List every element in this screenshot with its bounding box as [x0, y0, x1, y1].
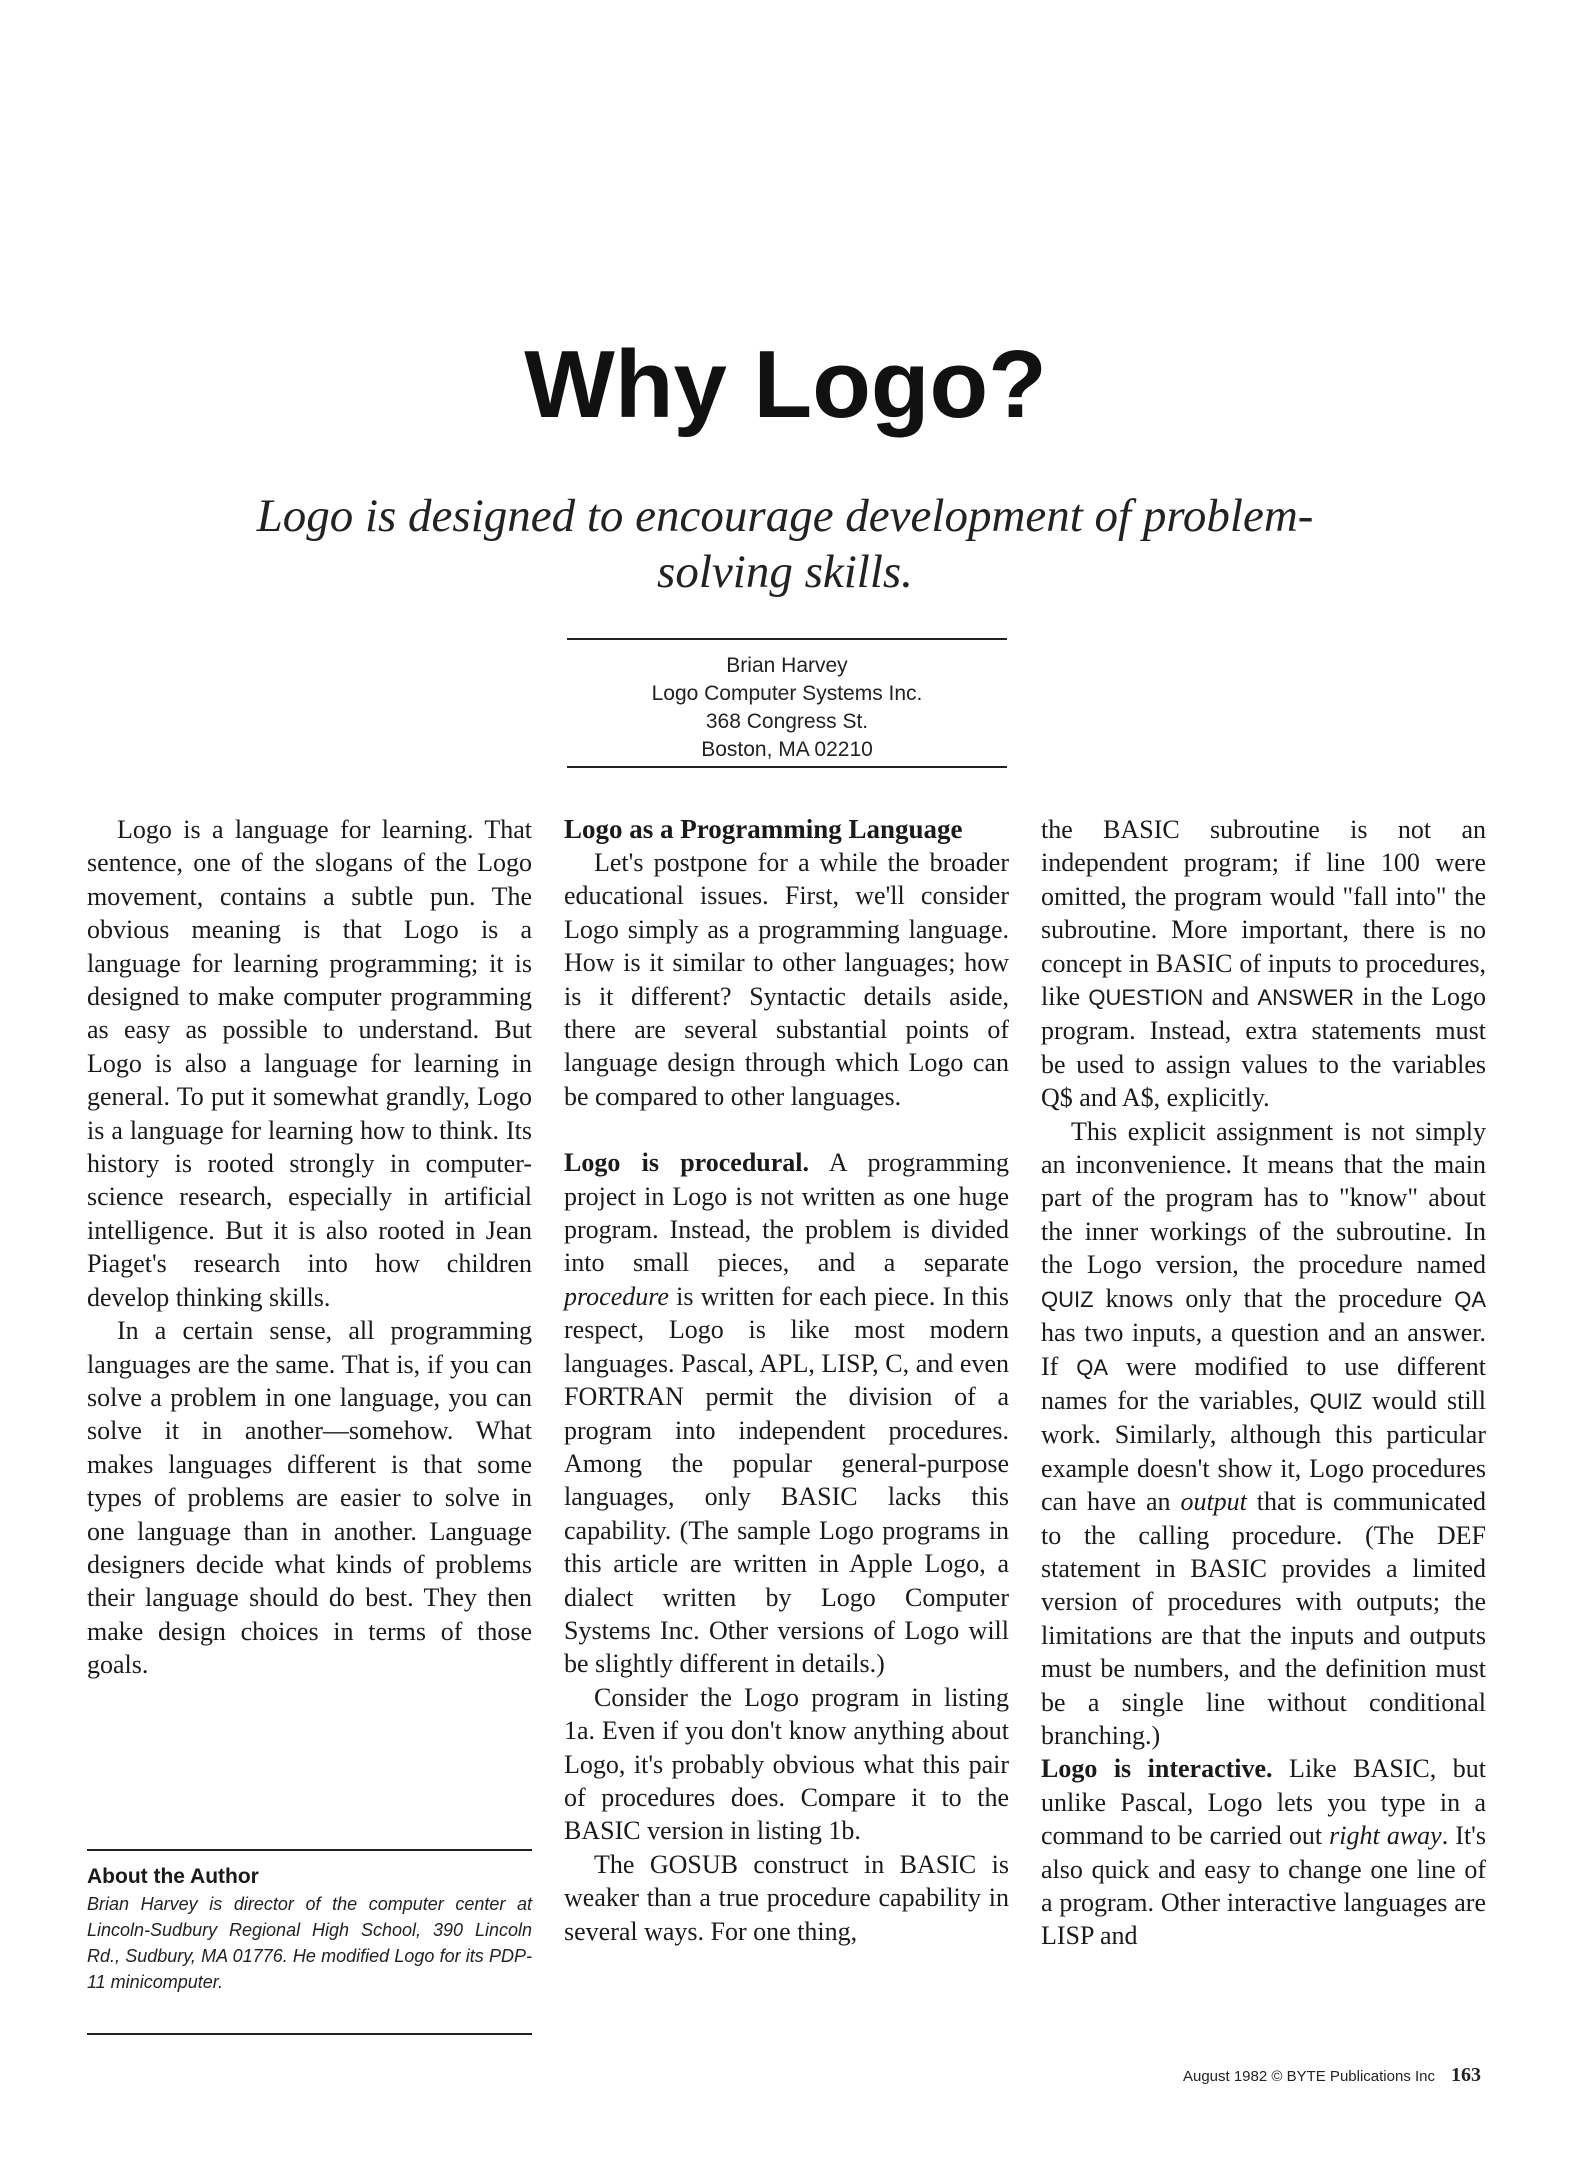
code-keyword: QUESTION [1088, 985, 1204, 1011]
code-keyword: QUIZ [1309, 1388, 1363, 1414]
text-run: . It's also quick and easy to change one line of a program. Other interactive languages are LISP and [1041, 1821, 1486, 1951]
author-city: Boston, MA 02210 [701, 738, 873, 761]
paragraph [1041, 813, 1486, 1115]
paragraph [1041, 1115, 1486, 1753]
column-3 [1041, 813, 1486, 1953]
column-2 [564, 813, 1009, 1948]
text-run: knows only that the procedure [1093, 1283, 1455, 1313]
paragraph: The GOSUB construct in BASIC is weaker than a true procedure capability in several ways. For one thing, [564, 1849, 1009, 1946]
author-company: Logo Computer Systems Inc. [651, 682, 923, 705]
about-author-text: Brian Harvey is director of the computer center at Lincoln-Sudbury Regional High School, 390 Lincoln Rd., Sudbury, MA 01776. He modified Logo for its PDP-11 minicomputer. [87, 1894, 532, 1992]
paragraph: In a certain sense, all programming languages are the same. That is, if you can solve a problem in one language, you can solve it in another—somehow. What makes languages different is that some types of problems are easier to solve in one language than in another. Language designers decide what kinds of problems their language should do best. They then make design choices in terms of those goals. [87, 1316, 532, 1680]
text-run: is written for each piece. In this respect, Logo is like most modern languages. Pascal, APL, LISP, C, and even FORTRAN permit the division of a program into independent procedures. Among the popular general-purpose languages, only BASIC lacks this capability. (The sample Logo programs in this article are written in Apple Logo, a dialect written by Logo Computer Systems Inc. Other versions of Logo will be slightly different in details.) [564, 1281, 1009, 1679]
author-name: Brian Harvey [726, 654, 848, 677]
paragraph: Let's postpone for a while the broader educational issues. First, we'll consider Logo simply as a programming language. How is it similar to other languages; how is it different? Syntactic details aside, there are several substantial points of language design through which Logo can be compared to other languages. [564, 848, 1009, 1111]
paragraph [1041, 1752, 1486, 1952]
text-run: would still work. Similarly, although this particular example doesn't show it, Logo procedures can have an [1041, 1385, 1486, 1517]
text-run: were modified to use different names for the variables, [1041, 1351, 1486, 1415]
about-author-box [87, 1849, 532, 2035]
byline [567, 638, 1007, 768]
run-in-heading: Logo is procedural. [564, 1148, 810, 1178]
paragraph: Consider the Logo program in listing 1a. Even if you don't know anything about Logo, it's probably obvious what this pair of procedures does. Compare it to the BASIC version in listing 1b. [564, 1682, 1009, 1846]
page-number: 163 [1451, 2064, 1481, 2086]
paragraph: Logo is a language for learning. That sentence, one of the slogans of the Logo movement, contains a subtle pun. The obvious meaning is that Logo is a language for learning programming; it is designed to make computer programming as easy as possible to understand. But Logo is also a language for learning in general. To put it somewhat grandly, Logo is a language for learning how to think. Its history is rooted strongly in computer-science research, especially in artificial intelligence. But it is also rooted in Jean Piaget's research into how children develop thinking skills. [87, 815, 532, 1312]
text-run: and [1203, 982, 1258, 1012]
emphasis: procedure [564, 1281, 669, 1311]
text-run: that is communicated to the calling procedure. (The DEF statement in BASIC provides a limited version of procedures with outputs; the limitations are that the inputs and outputs must be numbers, and the definition must be a single line without conditional branching.) [1041, 1487, 1487, 1750]
text-run: in the Logo program. Instead, extra statements must be used to assign values to the variables Q$ and A$, explicitly. [1041, 982, 1486, 1113]
text-run: A programming project in Logo is not written as one huge program. Instead, the problem is divided into small pieces, and a separate [564, 1148, 1010, 1278]
author-street: 368 Congress St. [705, 710, 869, 733]
column-1 [87, 813, 532, 1682]
article-title: Why Logo? [524, 331, 1047, 438]
code-keyword: QA [1454, 1286, 1486, 1312]
text-run: the BASIC subroutine is not an independent program; if line 100 were omitted, the program would "fall into" the subroutine. More important, there is no concept in BASIC of inputs to procedures, like [1041, 815, 1486, 1012]
page-footer [1183, 2064, 1481, 2087]
emphasis: output [1180, 1487, 1247, 1517]
article-subtitle: Logo is designed to encourage development of problem-solving skills. [256, 490, 1314, 598]
emphasis: right away [1329, 1821, 1442, 1851]
about-author-heading: About the Author [87, 1865, 259, 1888]
run-in-heading: Logo is interactive. [1041, 1754, 1273, 1784]
text-run: has two inputs, a question and an answer. If [1041, 1318, 1486, 1381]
paragraph [564, 1146, 1009, 1681]
text-run: Like BASIC, but unlike Pascal, Logo lets you type in a command to be carried out [1041, 1754, 1486, 1851]
section-heading: Logo as a Programming Language [564, 814, 963, 844]
code-keyword: QA [1076, 1354, 1109, 1380]
footer-text: August 1982 © BYTE Publications Inc [1182, 2068, 1435, 2085]
text-run: This explicit assignment is not simply an inconvenience. It means that the main part of the program has to "know" about the inner workings of the subroutine. In the Logo version, the procedure named [1041, 1116, 1486, 1280]
code-keyword: ANSWER [1257, 985, 1355, 1011]
code-keyword: QUIZ [1041, 1286, 1094, 1312]
